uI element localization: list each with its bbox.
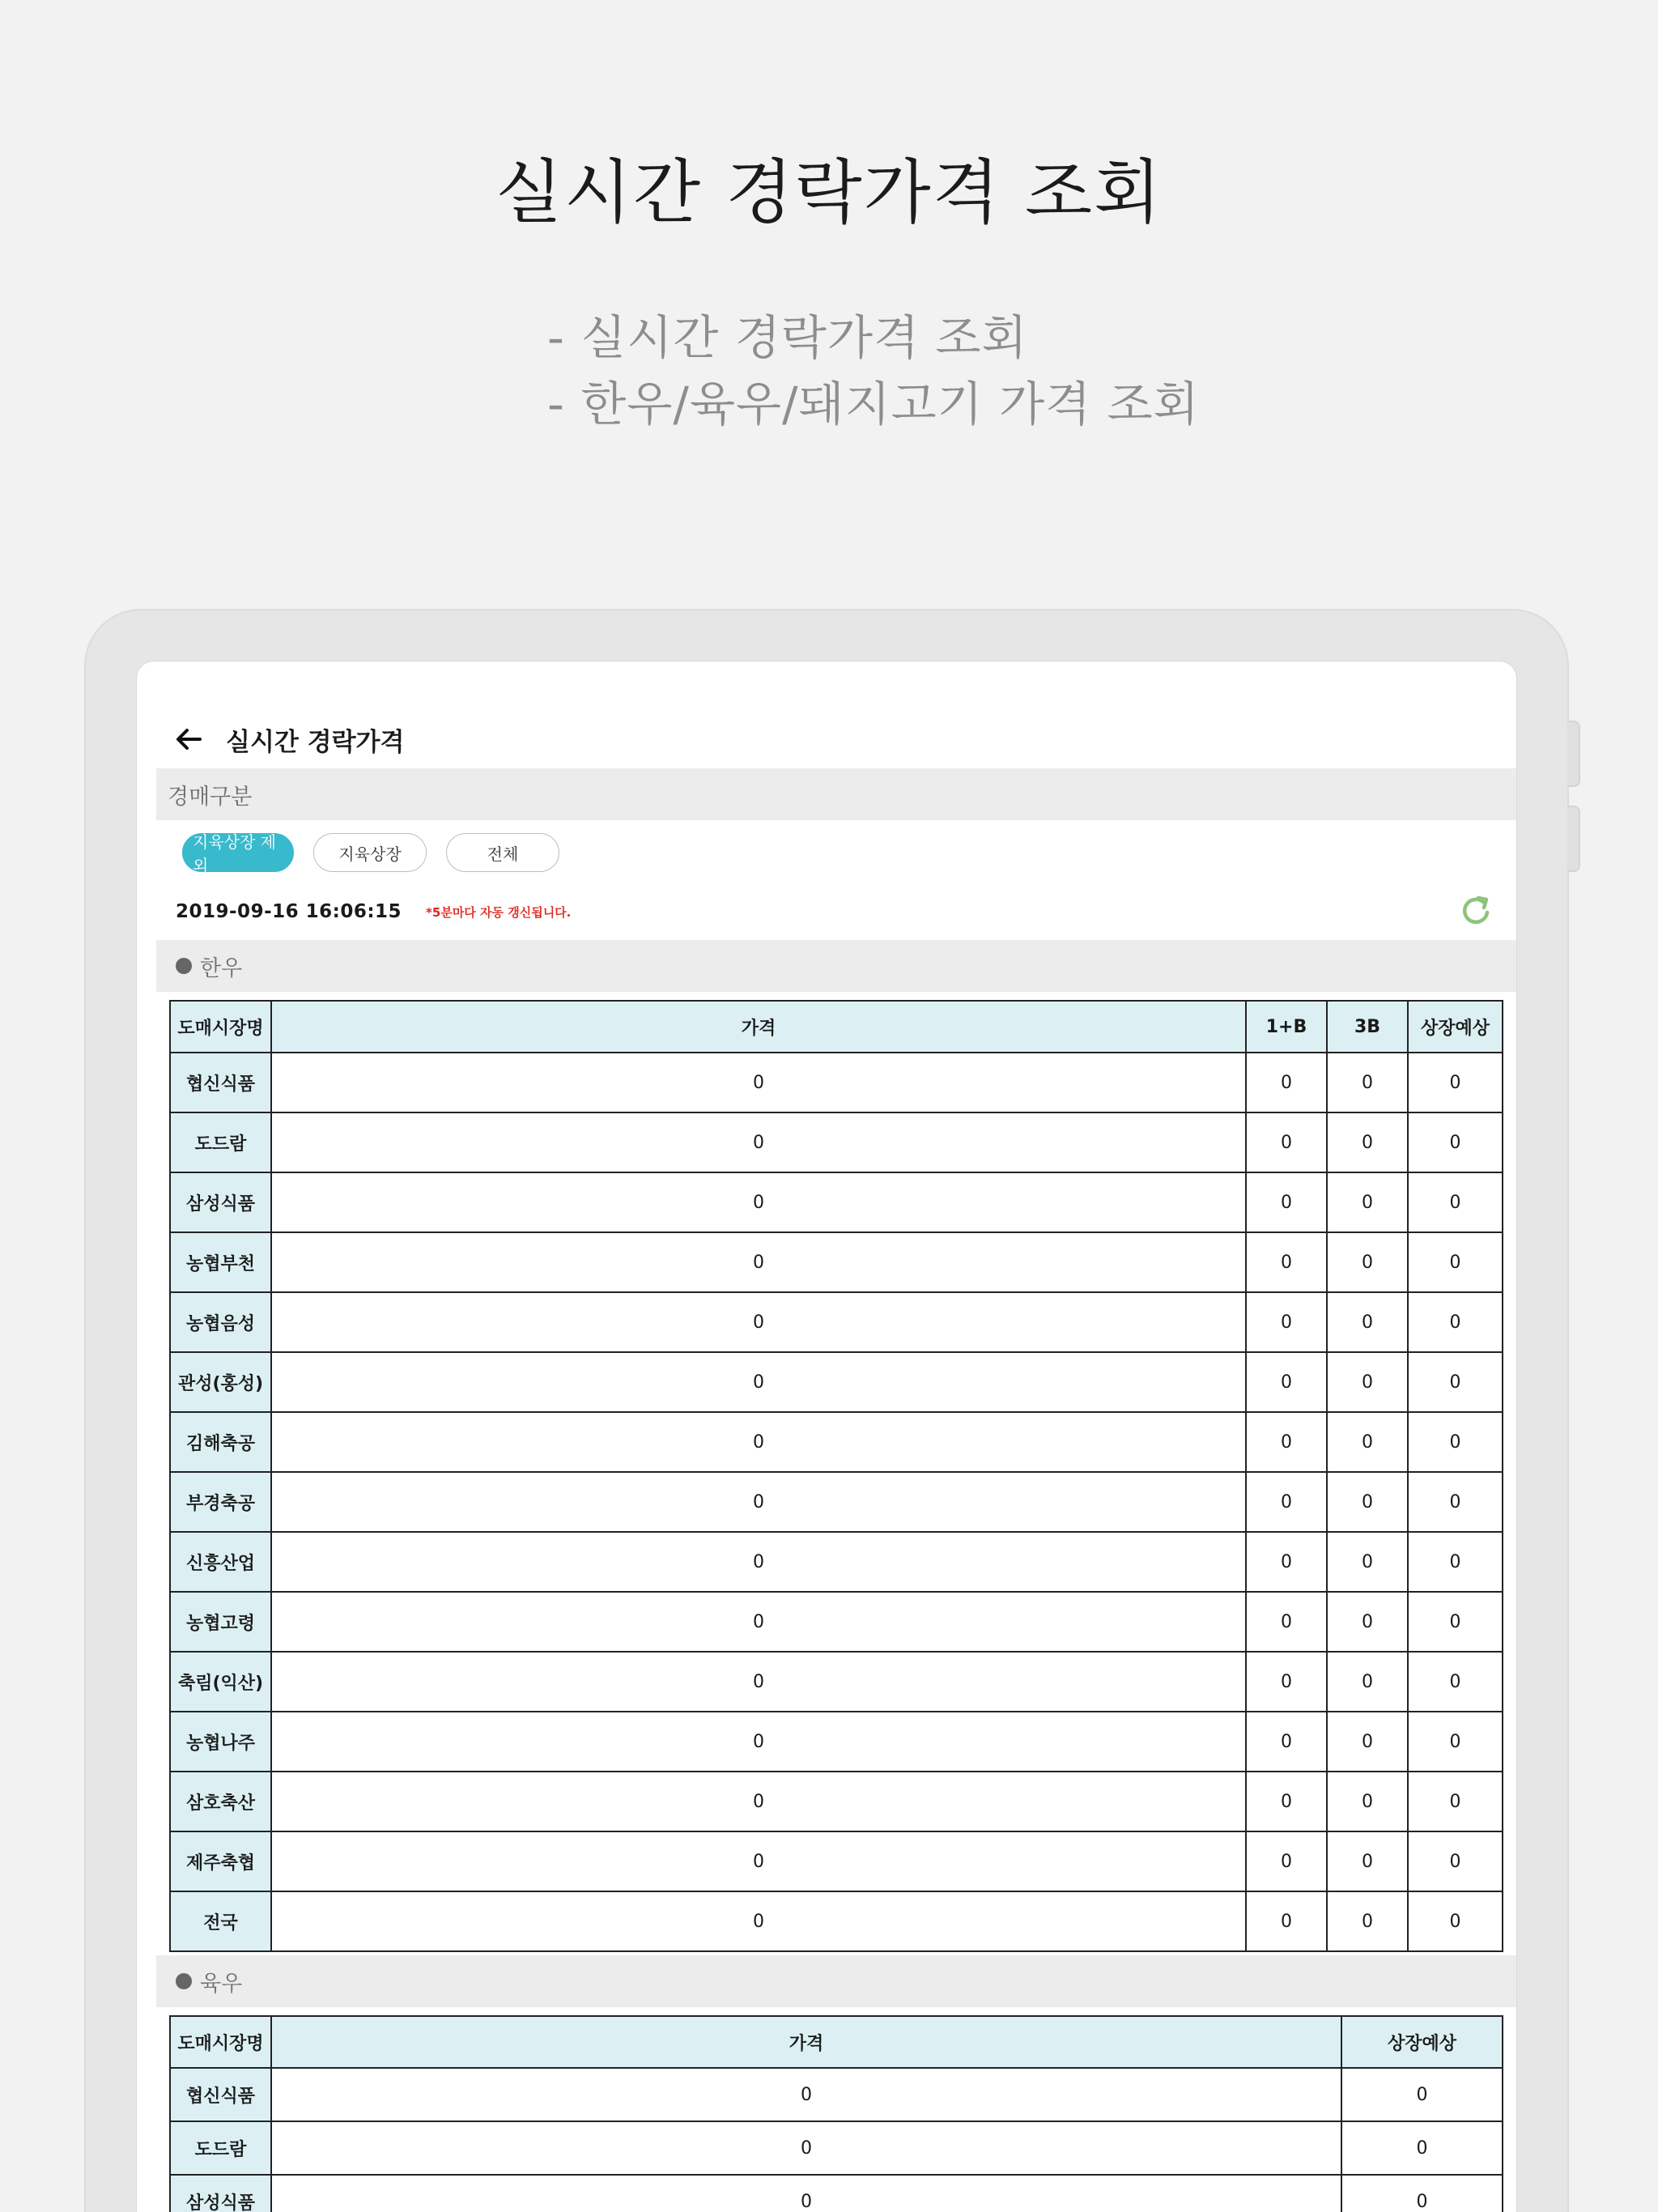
table-row (170, 1891, 1503, 1951)
table-row (170, 1712, 1503, 1772)
promo-line-1: - 실시간 경락가격 조회 (547, 310, 1028, 365)
table-row (170, 1172, 1503, 1232)
market-name-cell: 축림(익산) (170, 1652, 271, 1712)
price-cell: 0 (271, 2175, 1341, 2212)
market-name-cell: 제주축협 (170, 1831, 271, 1891)
auction-type-label-bar (156, 768, 1516, 820)
price-cell: 0 (271, 1532, 1246, 1592)
price-cell: 0 (271, 1712, 1246, 1772)
price-cell: 0 (1408, 1712, 1503, 1772)
price-cell: 0 (1246, 1112, 1327, 1172)
market-name-cell: 삼성식품 (170, 2175, 271, 2212)
price-cell: 0 (271, 2068, 1341, 2121)
hanwoo-section-bar (156, 940, 1516, 992)
price-cell: 0 (1408, 1532, 1503, 1592)
auto-refresh-notice: *5분마다 자동 갱신됩니다. (426, 904, 572, 920)
arrow-left-icon[interactable] (172, 723, 205, 755)
app-bar (137, 710, 1516, 768)
market-name-cell: 관성(홍성) (170, 1352, 271, 1412)
price-cell: 0 (271, 1352, 1246, 1412)
table-header-row (170, 2016, 1503, 2068)
price-cell: 0 (1408, 1831, 1503, 1891)
market-name-cell: 농협고령 (170, 1592, 271, 1652)
table-row (170, 2121, 1503, 2175)
price-cell: 0 (1327, 1472, 1408, 1532)
market-name-cell: 농협부천 (170, 1232, 271, 1292)
price-cell: 0 (1408, 1292, 1503, 1352)
price-cell: 0 (271, 1053, 1246, 1112)
price-cell: 0 (271, 1831, 1246, 1891)
price-cell: 0 (1246, 1172, 1327, 1232)
price-cell: 0 (1327, 1772, 1408, 1831)
yukwoo-section-label: 육우 (200, 1971, 243, 1997)
hanwoo-price-table (169, 1000, 1503, 1952)
page-title: 실시간 경락가격 (226, 727, 405, 757)
status-row (176, 901, 571, 922)
table-row (170, 1652, 1503, 1712)
column-header: 도매시장명 (170, 1001, 271, 1053)
table-header-row (170, 1001, 1503, 1053)
price-cell: 0 (1341, 2175, 1503, 2212)
table-row (170, 1053, 1503, 1112)
promo-subtitle (547, 304, 1200, 437)
price-cell: 0 (1327, 1232, 1408, 1292)
yukwoo-section-bar (156, 1955, 1516, 2007)
yukwoo-price-table (169, 2015, 1503, 2212)
price-cell: 0 (1408, 1772, 1503, 1831)
price-cell: 0 (1246, 1592, 1327, 1652)
price-cell: 0 (1327, 1292, 1408, 1352)
market-name-cell: 삼호축산 (170, 1772, 271, 1831)
price-cell: 0 (271, 1112, 1246, 1172)
price-cell: 0 (271, 1472, 1246, 1532)
chip-exclude-carcass[interactable]: 지육상장 제외 (182, 833, 294, 872)
column-header: 1+B (1246, 1001, 1327, 1053)
market-name-cell: 농협나주 (170, 1712, 271, 1772)
market-name-cell: 부경축공 (170, 1472, 271, 1532)
column-header: 상장예상 (1408, 1001, 1503, 1053)
price-cell: 0 (1327, 1053, 1408, 1112)
price-cell: 0 (1408, 1891, 1503, 1951)
auction-type-chips (182, 832, 559, 875)
price-cell: 0 (271, 1412, 1246, 1472)
table-row (170, 2175, 1503, 2212)
price-cell: 0 (1408, 1053, 1503, 1112)
table-row (170, 1412, 1503, 1472)
table-row (170, 2068, 1503, 2121)
price-cell: 0 (1327, 1412, 1408, 1472)
price-cell: 0 (1246, 1292, 1327, 1352)
price-cell: 0 (1327, 1831, 1408, 1891)
market-name-cell: 신흥산업 (170, 1532, 271, 1592)
price-cell: 0 (1408, 1172, 1503, 1232)
price-cell: 0 (1246, 1472, 1327, 1532)
price-cell: 0 (1327, 1592, 1408, 1652)
market-name-cell: 협신식품 (170, 1053, 271, 1112)
price-cell: 0 (1246, 1652, 1327, 1712)
market-name-cell: 도드람 (170, 1112, 271, 1172)
price-cell: 0 (271, 1232, 1246, 1292)
chip-carcass[interactable]: 지육상장 (313, 833, 427, 872)
market-name-cell: 김해축공 (170, 1412, 271, 1472)
price-cell: 0 (1327, 1712, 1408, 1772)
column-header: 가격 (271, 2016, 1341, 2068)
promo-title: 실시간 경락가격 조회 (495, 152, 1163, 233)
table-row (170, 1592, 1503, 1652)
price-cell: 0 (1341, 2068, 1503, 2121)
price-cell: 0 (271, 1172, 1246, 1232)
price-cell: 0 (1246, 1352, 1327, 1412)
price-cell: 0 (1408, 1592, 1503, 1652)
timestamp: 2019-09-16 16:06:15 (176, 901, 402, 922)
table-row (170, 1292, 1503, 1352)
market-name-cell: 협신식품 (170, 2068, 271, 2121)
price-cell: 0 (1246, 1772, 1327, 1831)
refresh-icon[interactable] (1456, 891, 1495, 930)
bullet-icon (176, 958, 192, 974)
table-row (170, 1472, 1503, 1532)
promo-line-2: - 한우/육우/돼지고기 가격 조회 (547, 376, 1200, 432)
price-cell: 0 (1327, 1352, 1408, 1412)
price-cell: 0 (1408, 1472, 1503, 1532)
price-cell: 0 (1408, 1652, 1503, 1712)
price-cell: 0 (1246, 1712, 1327, 1772)
price-cell: 0 (1246, 1232, 1327, 1292)
column-header: 3B (1327, 1001, 1408, 1053)
price-cell: 0 (1327, 1652, 1408, 1712)
price-cell: 0 (1246, 1053, 1327, 1112)
price-cell: 0 (1246, 1532, 1327, 1592)
price-cell: 0 (1327, 1891, 1408, 1951)
column-header: 상장예상 (1341, 2016, 1503, 2068)
market-name-cell: 도드람 (170, 2121, 271, 2175)
price-cell: 0 (1408, 1352, 1503, 1412)
price-cell: 0 (1327, 1112, 1408, 1172)
app-screen (136, 661, 1517, 2212)
price-cell: 0 (1327, 1532, 1408, 1592)
price-cell: 0 (1408, 1412, 1503, 1472)
hanwoo-section-label: 한우 (200, 955, 243, 981)
price-cell: 0 (271, 1292, 1246, 1352)
market-name-cell: 삼성식품 (170, 1172, 271, 1232)
price-cell: 0 (1246, 1412, 1327, 1472)
price-cell: 0 (271, 1891, 1246, 1951)
device-side-button (1567, 721, 1580, 787)
price-cell: 0 (271, 1592, 1246, 1652)
table-row (170, 1532, 1503, 1592)
price-cell: 0 (271, 1772, 1246, 1831)
price-cell: 0 (1246, 1891, 1327, 1951)
market-name-cell: 전국 (170, 1891, 271, 1951)
price-cell: 0 (1408, 1232, 1503, 1292)
price-cell: 0 (1341, 2121, 1503, 2175)
price-cell: 0 (271, 2121, 1341, 2175)
table-row (170, 1831, 1503, 1891)
auction-type-label: 경매구분 (168, 784, 253, 810)
bullet-icon (176, 1973, 192, 1989)
chip-all[interactable]: 전체 (446, 833, 559, 872)
table-row (170, 1112, 1503, 1172)
column-header: 가격 (271, 1001, 1246, 1053)
table-row (170, 1232, 1503, 1292)
device-side-button (1567, 806, 1580, 872)
market-name-cell: 농협음성 (170, 1292, 271, 1352)
price-cell: 0 (1327, 1172, 1408, 1232)
price-cell: 0 (271, 1652, 1246, 1712)
table-row (170, 1352, 1503, 1412)
column-header: 도매시장명 (170, 2016, 271, 2068)
price-cell: 0 (1408, 1112, 1503, 1172)
table-row (170, 1772, 1503, 1831)
price-cell: 0 (1246, 1831, 1327, 1891)
